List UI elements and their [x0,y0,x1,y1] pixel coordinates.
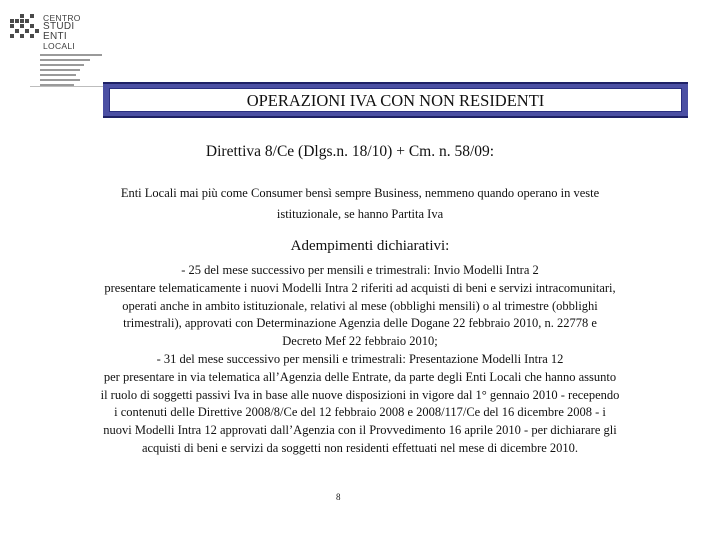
logo-fine-print [40,54,106,89]
body-line: - 25 del mese successivo per mensili e trimestrali: Invio Modelli Intra 2 [181,263,539,277]
logo-line-4: LOCALI [43,41,76,51]
intro-paragraph [60,183,660,225]
title-banner [103,82,688,118]
intro-line: istituzionale, se hanno Partita Iva [276,207,444,221]
body-line: operati anche in ambito istituzionale, relativi al mese (obblighi mensili) o al trimestre (obblighi [122,298,598,313]
logo-line-1: CENTRO [43,13,81,23]
logo-line-2: STUDI [43,21,75,32]
body-line: nuovi Modelli Intra 12 approvati dall’Agenzia con il Provvedimento 16 aprile 2010 - per dichiarare gli [103,423,617,438]
logo-text [43,14,81,50]
intro-line: Enti Locali mai più come Consumer bensì sempre Business, nemmeno quando operano in veste [120,186,600,200]
logo [10,12,110,92]
page-title: OPERAZIONI IVA CON NON RESIDENTI [109,88,682,112]
page-number: 8 [336,492,341,502]
body-line: i contenuti delle Direttive 2008/8/Ce del 12 febbraio 2008 e 2008/117/Ce del 16 dicembre 2008 - i [114,405,606,420]
body-line: per presentare in via telematica all’Agenzia delle Entrate, da parte degli Enti Locali che hanno assunto [103,369,617,384]
logo-line-3: ENTI [43,31,67,42]
body-line: Decreto Mef 22 febbraio 2010; [282,334,438,349]
body-line: trimestrali), approvati con Determinazione Agenzia delle Dogane 22 febbraio 2010, n. 22778 e [123,316,597,331]
subtitle: Direttiva 8/Ce (Dlgs.n. 18/10) + Cm. n. 58/09: [205,143,495,160]
body-line: presentare telematicamente i nuovi Modelli Intra 2 riferiti ad acquisti di beni e servizi intracomunitari, [104,280,616,295]
logo-grid-icon [10,14,40,40]
body-line: - 31 del mese successivo per mensili e trimestrali: Presentazione Modelli Intra 12 [156,351,564,366]
body-line: il ruolo di soggetti passivi Iva in base alle nuove disposizioni in vigore dal 1° gennaio 2010 - recependo [100,387,620,402]
section-heading: Adempimenti dichiarativi: [290,238,450,254]
body-line: acquisti di beni e servizi da soggetti non residenti effettuati nel mese di dicembre 2010. [141,440,579,455]
body-paragraph [18,262,702,458]
